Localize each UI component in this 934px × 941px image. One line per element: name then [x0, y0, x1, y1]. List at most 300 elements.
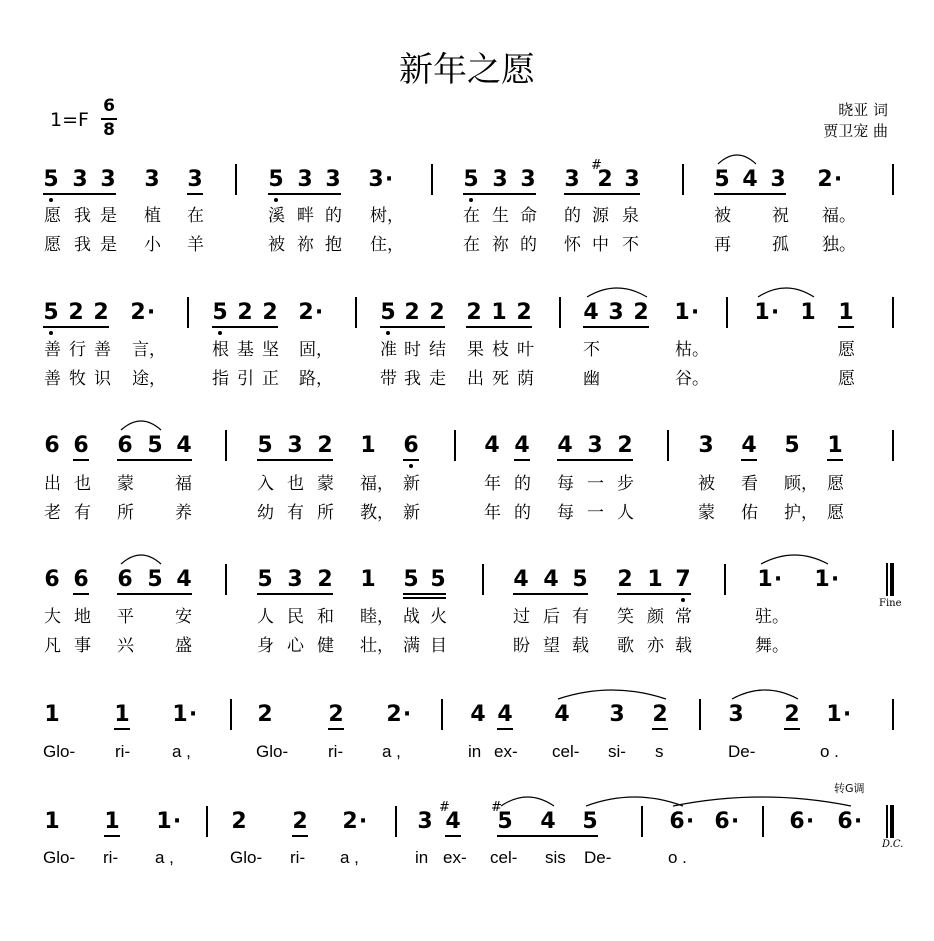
barline	[682, 164, 684, 195]
lyric-syllable: 基	[237, 340, 254, 360]
barline	[225, 430, 227, 461]
lyric-syllable: 幽	[583, 369, 600, 389]
duration-underline	[43, 326, 109, 328]
lyric-syllable: 识	[94, 369, 111, 389]
note-digit: 4	[557, 433, 573, 458]
lyric-syllable: 目	[430, 636, 447, 656]
note-digit: 1	[44, 702, 60, 727]
lyric-syllable: a ,	[172, 742, 191, 761]
barline	[892, 164, 894, 195]
note-digit: 2	[317, 567, 333, 592]
lyric-syllable: 出	[467, 369, 484, 389]
note-digit: 4	[470, 702, 486, 727]
lyric-syllable: 有	[572, 607, 589, 627]
lyric-syllable: 蒙	[698, 503, 715, 523]
sharp-sign: #	[491, 800, 502, 815]
lyric-syllable: 被	[714, 206, 731, 226]
duration-underline	[466, 326, 532, 328]
duration-underline	[403, 597, 446, 599]
lyric-syllable: 人	[617, 503, 634, 523]
lyric-syllable: 畔	[297, 206, 314, 226]
lyric-syllable: 愿	[838, 369, 855, 389]
lyric-syllable: 祢	[297, 235, 314, 255]
note-digit: 1	[814, 567, 830, 592]
lyric-syllable: 笑	[617, 607, 634, 627]
note-digit: 5	[147, 433, 163, 458]
lyric-syllable: 的	[325, 206, 342, 226]
low-octave-dot	[49, 331, 53, 335]
barline	[559, 297, 561, 328]
note-digit: 3	[72, 167, 88, 192]
note-digit: 3	[325, 167, 341, 192]
duration-underline	[73, 593, 89, 595]
lyric-syllable: 准	[380, 340, 397, 360]
song-title: 新年之愿	[399, 50, 535, 90]
slur	[587, 288, 647, 297]
lyric-syllable: 有	[287, 503, 304, 523]
augmentation-dot: ·	[314, 300, 324, 325]
note-digit: 1	[360, 567, 376, 592]
modulation-mark: 转G调	[834, 782, 865, 795]
lyric-syllable: 教，	[360, 503, 394, 523]
note-digit: 5	[784, 433, 800, 458]
lyric-syllable: 指	[212, 369, 229, 389]
fine-mark: Fine	[879, 598, 902, 609]
augmentation-dot: ·	[842, 702, 852, 727]
note-digit: 5	[257, 433, 273, 458]
lyric-syllable: 独。	[822, 235, 856, 255]
lyric-syllable: 平	[117, 607, 134, 627]
da-capo-mark: D.C.	[882, 839, 904, 850]
duration-underline	[513, 593, 588, 595]
lyric-syllable: si-	[608, 742, 626, 761]
lyric-syllable: 在	[187, 206, 204, 226]
lyric-syllable: 事	[74, 636, 91, 656]
note-digit: 3	[587, 433, 603, 458]
lyric-syllable: 小	[144, 235, 161, 255]
note-digit: 1	[360, 433, 376, 458]
lyric-syllable: in	[415, 848, 429, 867]
lyric-syllable: 愿	[44, 235, 61, 255]
barline	[726, 297, 728, 328]
note-digit: 5	[380, 300, 396, 325]
note-digit: 2	[429, 300, 445, 325]
augmentation-dot: ·	[730, 809, 740, 834]
lyric-syllable: 也	[74, 474, 91, 494]
low-octave-dot	[218, 331, 222, 335]
lyric-syllable: 蒙	[117, 474, 134, 494]
note-digit: 2	[386, 702, 402, 727]
note-digit: 2	[68, 300, 84, 325]
lyric-syllable: 蒙	[317, 474, 334, 494]
lyric-syllable: 死	[492, 369, 509, 389]
lyric-syllable: 后	[543, 607, 560, 627]
lyric-syllable: 的	[520, 235, 537, 255]
note-digit: 4	[176, 567, 192, 592]
note-digit: 3	[564, 167, 580, 192]
duration-underline	[43, 193, 116, 195]
note-digit: 5	[403, 567, 419, 592]
barline	[699, 699, 701, 730]
lyric-syllable: 果	[467, 340, 484, 360]
lyric-syllable: 谷。	[675, 369, 709, 389]
note-digit: 3	[609, 702, 625, 727]
augmentation-dot: ·	[188, 702, 198, 727]
note-digit: 1	[491, 300, 507, 325]
note-digit: 2	[617, 567, 633, 592]
lyric-syllable: 盛	[175, 636, 192, 656]
note-digit: 4	[497, 702, 513, 727]
barline	[892, 699, 894, 730]
duration-underline	[463, 193, 536, 195]
lyric-syllable: 善	[94, 340, 111, 360]
duration-underline	[838, 326, 854, 328]
lyric-syllable: 望	[543, 636, 560, 656]
augmentation-dot: ·	[146, 300, 156, 325]
lyric-syllable: 养	[175, 503, 192, 523]
lyric-syllable: 福	[175, 474, 192, 494]
lyric-syllable: 愿	[838, 340, 855, 360]
lyric-syllable: 途，	[132, 369, 166, 389]
duration-underline	[557, 459, 633, 461]
lyric-syllable: 路，	[299, 369, 333, 389]
duration-underline	[380, 326, 445, 328]
note-digit: 1	[826, 702, 842, 727]
augmentation-dot: ·	[833, 167, 843, 192]
barline	[187, 297, 189, 328]
lyric-syllable: a ,	[340, 848, 359, 867]
note-digit: 6	[73, 433, 89, 458]
lyric-syllable: cel-	[552, 742, 580, 761]
low-octave-dot	[49, 198, 53, 202]
lyric-syllable: 再	[714, 235, 731, 255]
sharp-sign: #	[439, 800, 450, 815]
lyric-syllable: 在	[463, 235, 480, 255]
note-digit: 1	[647, 567, 663, 592]
lyric-syllable: 载	[572, 636, 589, 656]
note-digit: 4	[583, 300, 599, 325]
lyric-syllable: Glo-	[230, 848, 263, 867]
note-digit: 7	[675, 567, 691, 592]
lyric-syllable: 坚	[262, 340, 279, 360]
note-digit: 2	[516, 300, 532, 325]
augmentation-dot: ·	[690, 300, 700, 325]
note-digit: 4	[742, 167, 758, 192]
lyric-syllable: 抱	[325, 235, 342, 255]
note-digit: 5	[268, 167, 284, 192]
note-digit: 4	[554, 702, 570, 727]
lyric-syllable: in	[468, 742, 482, 761]
note-digit: 2	[93, 300, 109, 325]
note-digit: 2	[597, 167, 613, 192]
composer-credit: 贾卫宠 曲	[823, 122, 888, 140]
lyric-syllable: o .	[668, 848, 687, 867]
augmentation-dot: ·	[805, 809, 815, 834]
note-digit: 1	[757, 567, 773, 592]
note-digit: 5	[43, 167, 59, 192]
lyric-syllable: 地	[74, 607, 91, 627]
note-digit: 2	[633, 300, 649, 325]
duration-underline	[73, 459, 89, 461]
lyric-syllable: ri-	[115, 742, 131, 761]
lyric-syllable: 枯。	[675, 340, 709, 360]
lyric-syllable: 战	[403, 607, 420, 627]
note-digit: 6	[117, 567, 133, 592]
lyric-syllable: 中	[592, 235, 609, 255]
lyric-syllable: 言，	[132, 340, 166, 360]
barline	[641, 806, 643, 837]
duration-underline	[741, 459, 757, 461]
low-octave-dot	[409, 464, 413, 468]
lyric-syllable: 泉	[622, 206, 639, 226]
lyric-syllable: 愿	[827, 474, 844, 494]
duration-underline	[292, 835, 308, 837]
lyric-syllable: 出	[44, 474, 61, 494]
note-digit: 3	[287, 433, 303, 458]
lyric-syllable: 根	[212, 340, 229, 360]
lyric-syllable: 歌	[617, 636, 634, 656]
lyric-syllable: 入	[257, 474, 274, 494]
lyric-syllable: 善	[44, 340, 61, 360]
lyric-syllable: ri-	[328, 742, 344, 761]
slur	[586, 797, 683, 806]
augmentation-dot: ·	[402, 702, 412, 727]
note-digit: 3	[100, 167, 116, 192]
note-digit: 3	[368, 167, 384, 192]
note-digit: 1	[172, 702, 188, 727]
note-digit: 3	[698, 433, 714, 458]
note-digit: 6	[403, 433, 419, 458]
lyric-syllable: De-	[584, 848, 612, 867]
note-digit: 1	[114, 702, 130, 727]
barline	[441, 699, 443, 730]
lyric-syllable: 健	[317, 636, 334, 656]
duration-underline	[403, 459, 419, 461]
lyric-syllable: 老	[44, 503, 61, 523]
lyric-syllable: 羊	[187, 235, 204, 255]
lyric-syllable: 护，	[784, 503, 818, 523]
lyric-syllable: Glo-	[43, 848, 76, 867]
note-digit: 4	[514, 433, 530, 458]
final-barline-thin	[886, 805, 888, 838]
duration-underline	[187, 193, 203, 195]
lyric-syllable: 一	[587, 503, 604, 523]
note-digit: 4	[513, 567, 529, 592]
sharp-sign: #	[591, 158, 602, 173]
note-digit: 2	[292, 809, 308, 834]
note-digit: 5	[147, 567, 163, 592]
note-digit: 5	[497, 809, 513, 834]
note-digit: 2	[257, 702, 273, 727]
lyric-syllable: ri-	[103, 848, 119, 867]
lyric-syllable: 怀	[564, 235, 581, 255]
lyric-syllable: 新	[403, 474, 420, 494]
duration-underline	[652, 728, 668, 730]
time-signature-numerator: 6	[103, 96, 115, 116]
slur	[761, 555, 828, 564]
lyric-syllable: 驻。	[755, 607, 789, 627]
note-digit: 1	[674, 300, 690, 325]
duration-underline	[117, 459, 192, 461]
note-digit: 6	[837, 809, 853, 834]
lyric-syllable: 荫	[517, 369, 534, 389]
note-digit: 2	[237, 300, 253, 325]
lyric-syllable: 年	[484, 503, 501, 523]
note-digit: 1	[104, 809, 120, 834]
note-digit: 1	[800, 300, 816, 325]
note-digit: 4	[540, 809, 556, 834]
lyric-syllable: 我	[74, 235, 91, 255]
lyric-syllable: 佑	[741, 503, 758, 523]
augmentation-dot: ·	[685, 809, 695, 834]
slur	[501, 797, 554, 806]
note-digit: 2	[784, 702, 800, 727]
lyric-syllable: 一	[587, 474, 604, 494]
note-digit: 2	[617, 433, 633, 458]
lyric-syllable: 常	[675, 607, 692, 627]
lyric-syllable: De-	[728, 742, 756, 761]
lyric-syllable: 我	[404, 369, 421, 389]
lyric-syllable: 溪	[268, 206, 285, 226]
lyric-syllable: 每	[557, 503, 574, 523]
note-digit: 2	[298, 300, 314, 325]
lyric-syllable: 的	[514, 503, 531, 523]
lyric-syllable: 睦，	[360, 607, 394, 627]
lyric-syllable: 固，	[299, 340, 333, 360]
lyric-syllable: 愿	[44, 206, 61, 226]
lyric-syllable: 满	[403, 636, 420, 656]
augmentation-dot: ·	[853, 809, 863, 834]
note-digit: 3	[187, 167, 203, 192]
lyric-syllable: ex-	[443, 848, 467, 867]
lyric-syllable: 住，	[370, 235, 404, 255]
barline	[892, 430, 894, 461]
lyric-syllable: 树，	[370, 206, 404, 226]
lyric-syllable: 安	[175, 607, 192, 627]
note-digit: 2	[817, 167, 833, 192]
lyric-syllable: 在	[463, 206, 480, 226]
lyric-syllable: sis	[545, 848, 566, 867]
note-digit: 5	[714, 167, 730, 192]
note-digit: 6	[789, 809, 805, 834]
lyric-syllable: 是	[100, 235, 117, 255]
note-digit: 6	[669, 809, 685, 834]
lyric-syllable: 不	[583, 340, 600, 360]
lyric-syllable: 叶	[517, 340, 534, 360]
note-digit: 3	[520, 167, 536, 192]
lyric-syllable: 枝	[492, 340, 509, 360]
final-barline-thick	[890, 563, 894, 596]
lyricist-credit: 晓亚 词	[838, 101, 888, 119]
lyric-syllable: 行	[69, 340, 86, 360]
lyric-syllable: 正	[262, 369, 279, 389]
lyric-syllable: 孤	[772, 235, 789, 255]
lyric-syllable: 载	[675, 636, 692, 656]
note-digit: 2	[652, 702, 668, 727]
note-digit: 3	[770, 167, 786, 192]
note-digit: 3	[728, 702, 744, 727]
slur	[121, 555, 161, 564]
duration-underline	[117, 593, 192, 595]
note-digit: 6	[73, 567, 89, 592]
note-digit: 6	[44, 433, 60, 458]
lyric-syllable: 心	[287, 636, 304, 656]
lyric-syllable: 时	[404, 340, 421, 360]
lyric-syllable: 走	[429, 369, 446, 389]
lyric-syllable: 有	[74, 503, 91, 523]
note-digit: 3	[608, 300, 624, 325]
slur	[718, 155, 756, 164]
barline	[235, 164, 237, 195]
note-digit: 2	[130, 300, 146, 325]
lyric-syllable: 和	[317, 607, 334, 627]
augmentation-dot: ·	[773, 567, 783, 592]
note-digit: 6	[714, 809, 730, 834]
note-digit: 3	[624, 167, 640, 192]
duration-underline	[497, 728, 513, 730]
lyric-syllable: 命	[520, 206, 537, 226]
note-digit: 5	[257, 567, 273, 592]
duration-underline	[784, 728, 800, 730]
lyric-syllable: 兴	[117, 636, 134, 656]
augmentation-dot: ·	[172, 809, 182, 834]
lyric-syllable: ex-	[494, 742, 518, 761]
low-octave-dot	[386, 331, 390, 335]
barline	[454, 430, 456, 461]
note-digit: 4	[445, 809, 461, 834]
lyric-syllable: 新	[403, 503, 420, 523]
lyric-syllable: 带	[380, 369, 397, 389]
barline	[667, 430, 669, 461]
lyric-syllable: Glo-	[43, 742, 76, 761]
lyric-syllable: 也	[287, 474, 304, 494]
duration-underline	[514, 459, 530, 461]
note-digit: 5	[572, 567, 588, 592]
lyric-syllable: 生	[492, 206, 509, 226]
lyric-syllable: 福。	[822, 206, 856, 226]
lyric-syllable: 牧	[69, 369, 86, 389]
note-digit: 2	[231, 809, 247, 834]
note-digit: 1	[156, 809, 172, 834]
lyric-syllable: 身	[257, 636, 274, 656]
barline	[482, 564, 484, 595]
duration-underline	[714, 193, 786, 195]
lyric-syllable: 亦	[647, 636, 664, 656]
lyric-syllable: s	[655, 742, 664, 761]
lyric-syllable: 过	[513, 607, 530, 627]
lyric-syllable: 年	[484, 474, 501, 494]
note-digit: 1	[838, 300, 854, 325]
duration-underline	[583, 326, 649, 328]
lyric-syllable: 不	[622, 235, 639, 255]
lyric-syllable: 民	[287, 607, 304, 627]
duration-underline	[268, 193, 341, 195]
lyric-syllable: 顾，	[784, 474, 818, 494]
lyric-syllable: 火	[430, 607, 447, 627]
note-digit: 5	[430, 567, 446, 592]
note-digit: 4	[543, 567, 559, 592]
lyric-syllable: 舞。	[755, 636, 789, 656]
note-digit: 5	[463, 167, 479, 192]
note-digit: 1	[44, 809, 60, 834]
barline	[230, 699, 232, 730]
lyric-syllable: 善	[44, 369, 61, 389]
note-digit: 4	[741, 433, 757, 458]
barline	[431, 164, 433, 195]
low-octave-dot	[681, 598, 685, 602]
slur	[732, 690, 798, 699]
augmentation-dot: ·	[358, 809, 368, 834]
